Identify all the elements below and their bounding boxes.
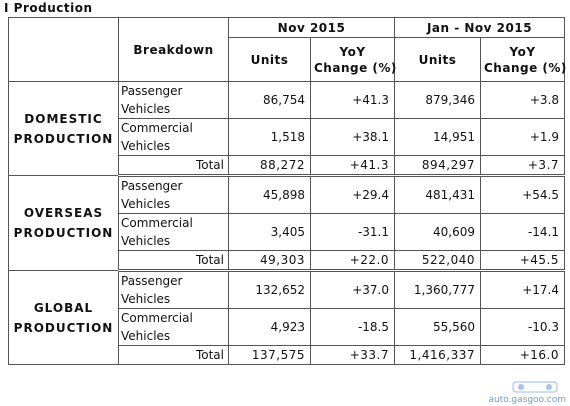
ytd-units-total: 1,416,337 (395, 346, 481, 365)
group-label-line2: PRODUCTION (13, 226, 114, 240)
category-cell (119, 82, 181, 119)
nov-units-cell: 3,405 (229, 214, 311, 251)
group-label-domestic (9, 82, 119, 176)
nov-yoy-total: +41.3 (311, 156, 395, 176)
header-yoy-line2: Change (%) (314, 60, 397, 75)
nov-yoy-cell: +29.4 (311, 176, 395, 214)
category-line2: Vehicles (121, 102, 171, 116)
ytd-yoy-cell: -14.1 (481, 214, 565, 251)
group-label-line2: PRODUCTION (13, 320, 114, 335)
total-label: Total (119, 251, 229, 271)
header-period-nov: Nov 2015 (229, 18, 395, 38)
header-ytd-units: Units (395, 38, 481, 82)
table-row (9, 176, 565, 214)
category-cell (119, 214, 193, 251)
nov-yoy-total: +33.7 (311, 346, 395, 365)
ytd-yoy-total: +16.0 (481, 346, 565, 365)
nov-units-total: 88,272 (229, 156, 311, 176)
ytd-yoy-cell: +17.4 (481, 271, 565, 309)
ytd-units-cell: 55,560 (395, 309, 481, 346)
group-label-line1: GLOBAL (33, 300, 94, 315)
category-line2: Vehicles (121, 292, 171, 306)
category-cell (119, 309, 193, 346)
ytd-yoy-cell: +54.5 (481, 176, 565, 214)
watermark-logo-icon (512, 380, 558, 394)
header-nov-units: Units (229, 38, 311, 82)
table-row (9, 82, 565, 119)
ytd-units-cell: 14,951 (395, 119, 481, 156)
category-line1: Passenger (121, 84, 183, 98)
ytd-units-cell: 1,360,777 (395, 271, 481, 309)
section-title: I Production (4, 1, 93, 15)
nov-yoy-cell: -18.5 (311, 309, 395, 346)
nov-yoy-cell: +38.1 (311, 119, 395, 156)
nov-units-total: 137,575 (229, 346, 311, 365)
header-breakdown: Breakdown (119, 18, 229, 82)
ytd-yoy-cell: -10.3 (481, 309, 565, 346)
nov-units-cell: 45,898 (229, 176, 311, 214)
category-spacer (181, 271, 229, 309)
group-label-line1: DOMESTIC (24, 111, 103, 126)
ytd-yoy-cell: +3.8 (481, 82, 565, 119)
header-yoy-line1: YoY (509, 44, 536, 59)
ytd-units-cell: 481,431 (395, 176, 481, 214)
group-label-line2: PRODUCTION (13, 131, 114, 146)
category-line1: Commercial (121, 121, 193, 135)
category-cell (119, 176, 181, 214)
header-nov-yoy (311, 38, 395, 82)
ytd-units-cell: 879,346 (395, 82, 481, 119)
category-line2: Vehicles (121, 139, 171, 153)
header-ytd-yoy (481, 38, 565, 82)
nov-yoy-cell: +41.3 (311, 82, 395, 119)
nov-yoy-cell: -31.1 (311, 214, 395, 251)
total-label: Total (119, 156, 229, 176)
production-table (8, 17, 565, 365)
nov-units-cell: 4,923 (229, 309, 311, 346)
ytd-units-cell: 40,609 (395, 214, 481, 251)
ytd-units-total: 894,297 (395, 156, 481, 176)
group-label-global (9, 271, 119, 365)
total-label: Total (119, 346, 229, 365)
nov-units-total: 49,303 (229, 251, 311, 271)
category-line2: Vehicles (121, 234, 171, 248)
category-spacer (181, 82, 229, 119)
ytd-units-total: 522,040 (395, 251, 481, 271)
ytd-yoy-cell: +1.9 (481, 119, 565, 156)
watermark-text: auto.gasgoo.com (488, 395, 566, 405)
category-line2: Vehicles (121, 197, 171, 211)
header-yoy-line1: YoY (339, 44, 366, 59)
category-line1: Passenger (121, 274, 183, 288)
header-blank (9, 18, 119, 82)
category-line1: Commercial (121, 311, 193, 325)
category-spacer (181, 176, 229, 214)
nov-units-cell: 132,652 (229, 271, 311, 309)
category-cell (119, 119, 193, 156)
header-period-ytd: Jan - Nov 2015 (395, 18, 565, 38)
ytd-yoy-total: +3.7 (481, 156, 565, 176)
category-line2: Vehicles (121, 329, 171, 343)
table-row (9, 271, 565, 309)
group-label-overseas (9, 176, 119, 271)
nov-yoy-cell: +37.0 (311, 271, 395, 309)
group-label-line1: OVERSEAS (23, 206, 104, 220)
nov-yoy-total: +22.0 (311, 251, 395, 271)
nov-units-cell: 86,754 (229, 82, 311, 119)
ytd-yoy-total: +45.5 (481, 251, 565, 271)
category-cell (119, 271, 181, 309)
nov-units-cell: 1,518 (229, 119, 311, 156)
header-yoy-line2: Change (%) (484, 60, 567, 75)
category-line1: Commercial (121, 216, 193, 230)
category-line1: Passenger (121, 179, 183, 193)
